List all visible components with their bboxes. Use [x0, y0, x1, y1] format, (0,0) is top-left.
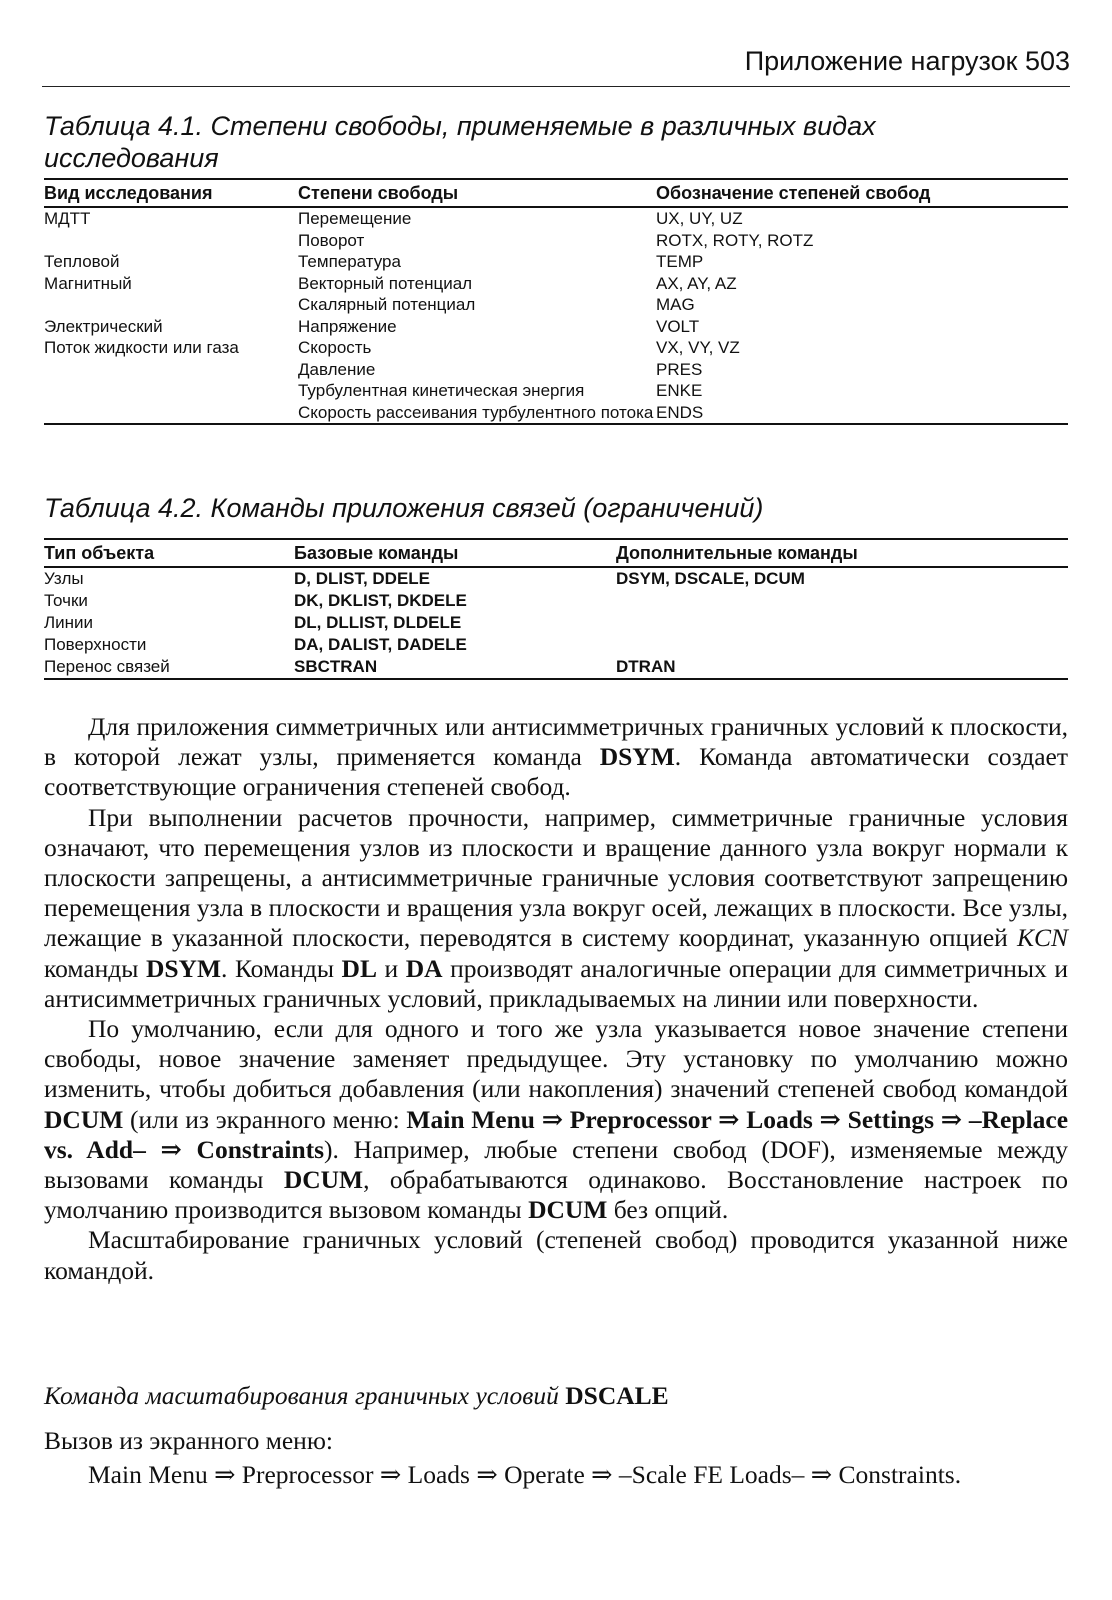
- menu-path: Main Menu ⇒ Preprocessor ⇒ Loads ⇒ Settings ⇒ –Replace vs. Add– ⇒ Constraints: [44, 1104, 1069, 1164]
- table-cell: [44, 294, 298, 316]
- table1-caption: Таблица 4.1. Степени свободы, применяемые в различных видах исследования: [44, 111, 876, 173]
- text-run: , обрабатываются одинаково. Восстановление настроек по умолчанию производится вызовом команды: [44, 1165, 1068, 1225]
- table-cell: [616, 634, 1068, 656]
- table2-constraint-commands: [44, 538, 1068, 680]
- command-name: DL: [341, 953, 377, 983]
- table-row: [44, 251, 1068, 273]
- table1-col-header: Обозначение степеней свобод: [656, 179, 1068, 207]
- table-cell: Перемещение: [298, 209, 412, 228]
- table-row: [44, 207, 1068, 230]
- table-cell: [616, 590, 1068, 612]
- command-heading-title: Команда масштабирования граничных условий: [44, 1381, 559, 1410]
- table-cell: VX, VY, VZ: [656, 338, 740, 357]
- table-row: [44, 359, 1068, 381]
- text-run: (или из экранного меню:: [123, 1104, 407, 1134]
- command-name: DA: [405, 953, 443, 983]
- command-name: DSYM: [145, 953, 222, 983]
- table-cell: UX, UY, UZ: [656, 209, 743, 228]
- table2-header-row: [44, 539, 1068, 567]
- table-cell: DK, DKLIST, DKDELE: [294, 591, 467, 610]
- table-row: [44, 316, 1068, 338]
- text-run: По умолчанию, если для одного и того же узла указывается новое значение степени свободы, новое значение заменяет предыдущее. Эту установку по умолчанию можно изменить, чтобы добиться добавления (или накопления) значений степеней свобод командой: [44, 1014, 1068, 1104]
- text-run: и: [376, 953, 406, 983]
- table-cell: ENDS: [656, 402, 704, 422]
- table-cell: AX, AY, AZ: [656, 273, 737, 293]
- table-row: [44, 567, 1068, 590]
- body-text: [44, 712, 1068, 1286]
- menu-call-label: Вызов из экранного меню:: [44, 1426, 333, 1455]
- command-name: DCUM: [44, 1104, 124, 1134]
- table-row: [44, 294, 1068, 316]
- table-cell: D, DLIST, DDELE: [294, 569, 431, 588]
- table-cell: Узлы: [44, 569, 84, 588]
- menu-path: Main Menu ⇒ Preprocessor ⇒ Loads ⇒ Operate ⇒ –Scale FE Loads– ⇒ Constraints.: [88, 1460, 962, 1489]
- text-run: При выполнении расчетов прочности, например, симметричные граничные условия означают, что перемещения узлов из плоскости и вращение данного узла вокруг нормали к плоскости запрещены, а антисимметричные граничные условия соответствуют запрещению перемещения узла в плоскости и вращения узла вокруг осей, лежащих в плоскости. Все узлы, лежащие в указанной плоскости, переводятся в систему координат, указанную опцией: [44, 802, 1068, 953]
- table-cell: DL, DLLIST, DLDELE: [294, 613, 462, 632]
- header-rule: [42, 86, 1070, 87]
- table1-header-row: [44, 179, 1068, 207]
- table-cell: Турбулентная кинетическая энергия: [298, 381, 585, 400]
- table-row: [44, 273, 1068, 295]
- table-row: [44, 612, 1068, 634]
- paragraph: Масштабирование граничных условий (степеней свобод) проводится указанной ниже командой.: [44, 1225, 1068, 1285]
- table1-col-header: Степени свободы: [298, 179, 656, 207]
- table-cell: Магнитный: [44, 273, 132, 293]
- table2-col-header: Базовые команды: [294, 539, 616, 567]
- paragraph: [44, 1014, 1068, 1225]
- table-cell: Напряжение: [298, 316, 397, 336]
- paragraph: [44, 712, 1068, 803]
- table-cell: Поверхности: [44, 635, 147, 654]
- text-run: производят аналогичные операции для симметричных и антисимметричных граничных условий, прикладываемых на линии или поверхности.: [44, 953, 1068, 1013]
- table-cell: [44, 380, 298, 402]
- table-cell: [44, 230, 298, 252]
- table-row: [44, 656, 1068, 679]
- table-row: [44, 634, 1068, 656]
- table-cell: Скорость: [298, 338, 372, 357]
- text-run: Для приложения симметричных или антисимметричных граничных условий к плоскости, в которой лежат узлы, применяется команда: [44, 712, 1068, 772]
- table-cell: ROTX, ROTY, ROTZ: [656, 230, 814, 250]
- table-cell: MAG: [656, 295, 695, 314]
- text-run: без опций.: [607, 1195, 729, 1225]
- table-cell: SBCTRAN: [294, 657, 378, 676]
- table-cell: Скалярный потенциал: [298, 295, 476, 314]
- table1-dof: [44, 178, 1068, 425]
- table2-col-header: Тип объекта: [44, 539, 294, 567]
- table-cell: DSYM, DSCALE, DCUM: [616, 569, 805, 588]
- paragraph: [44, 803, 1068, 1014]
- text-run: . Команда автоматически создает соответствующие ограничения степеней свобод.: [44, 742, 1068, 802]
- table-row: [44, 590, 1068, 612]
- table-row: [44, 402, 1068, 425]
- text-run: команды: [44, 953, 146, 983]
- command-name: DCUM: [283, 1165, 364, 1195]
- text-run: . Команды: [221, 953, 342, 983]
- table-cell: Электрический: [44, 316, 163, 336]
- table-cell: Температура: [298, 252, 401, 271]
- running-head: [42, 44, 1070, 84]
- table-cell: DTRAN: [616, 657, 676, 676]
- table-row: [44, 337, 1068, 359]
- table2-caption: Таблица 4.2. Команды приложения связей (ограничений): [44, 493, 764, 523]
- table-cell: Тепловой: [44, 252, 120, 271]
- table-cell: DA, DALIST, DADELE: [294, 635, 467, 654]
- table2-col-header: Дополнительные команды: [616, 539, 1068, 567]
- command-heading: [44, 1381, 1068, 1411]
- table-cell: ENKE: [656, 381, 703, 400]
- running-head-text: Приложение нагрузок 503: [744, 46, 1070, 76]
- table-cell: Линии: [44, 613, 94, 632]
- table-cell: PRES: [656, 359, 703, 379]
- table-row: [44, 380, 1068, 402]
- table-cell: Поток жидкости или газа: [44, 338, 239, 357]
- table-cell: TEMP: [656, 252, 704, 271]
- table-cell: Векторный потенциал: [298, 273, 473, 293]
- table-cell: VOLT: [656, 316, 700, 336]
- table-cell: Скорость рассеивания турбулентного потока: [298, 402, 654, 422]
- table-cell: Поворот: [298, 230, 365, 250]
- text-run: ). Например, любые степени свобод (DOF), изменяемые между вызовами команды: [44, 1134, 1068, 1195]
- table-row: [44, 230, 1068, 252]
- table-cell: Давление: [298, 359, 376, 379]
- table-cell: Перенос связей: [44, 657, 170, 676]
- command-name: DCUM: [528, 1195, 608, 1225]
- table-cell: [44, 359, 298, 381]
- table-cell: МДТТ: [44, 209, 91, 228]
- table1-col-header: Вид исследования: [44, 179, 298, 207]
- option-name: KCN: [1016, 923, 1068, 953]
- table-cell: Точки: [44, 591, 88, 610]
- command-name: DSYM: [599, 742, 675, 772]
- command-heading-name: DSCALE: [565, 1381, 669, 1410]
- table-cell: [616, 612, 1068, 634]
- table-cell: [44, 402, 298, 425]
